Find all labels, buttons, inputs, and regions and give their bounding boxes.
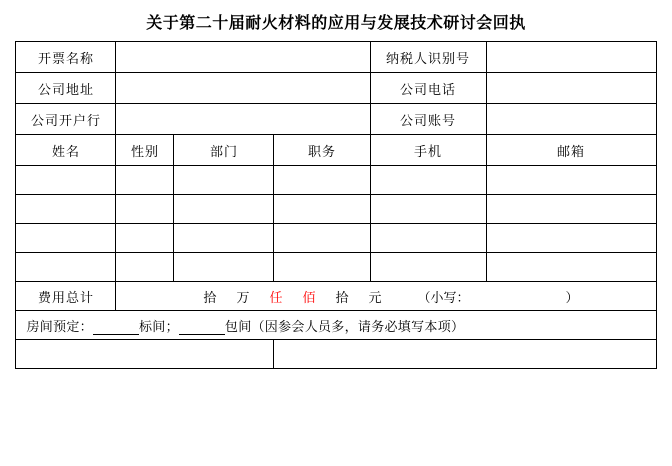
page-title: 关于第二十届耐火材料的应用与发展技术研讨会回执 [146, 15, 526, 32]
attendee-cell-mobile[interactable] [370, 166, 486, 195]
invoice-value-bank-name[interactable] [116, 104, 370, 135]
fee-small-amount-label: （小写： [417, 289, 470, 305]
fee-total-label: 费用总计 [16, 282, 116, 311]
attendee-cell-department[interactable] [174, 253, 274, 282]
fee-digit-3: 佰 [302, 289, 316, 305]
column-header-name: 姓名 [16, 135, 116, 166]
attendee-cell-gender[interactable] [116, 195, 174, 224]
room-booking-prefix: 房间预定： [26, 318, 93, 334]
fee-total-value[interactable] [116, 282, 656, 311]
room-standard-label: 标间； [139, 318, 179, 334]
attendee-cell-email[interactable] [486, 166, 656, 195]
attendee-cell-position[interactable] [274, 253, 370, 282]
invoice-label-billing-name: 开票名称 [16, 42, 116, 73]
bottom-cell-right [274, 340, 656, 369]
invoice-value-billing-name[interactable] [116, 42, 370, 73]
column-header-mobile: 手机 [370, 135, 486, 166]
attendee-cell-gender[interactable] [116, 253, 174, 282]
attendee-header-row [16, 135, 656, 166]
table-row-partial [16, 340, 656, 369]
table-row [16, 224, 656, 253]
attendee-cell-email[interactable] [486, 195, 656, 224]
attendee-cell-department[interactable] [174, 224, 274, 253]
invoice-value-company-address[interactable] [116, 73, 370, 104]
attendee-cell-department[interactable] [174, 195, 274, 224]
attendee-cell-position[interactable] [274, 166, 370, 195]
attendee-cell-name[interactable] [16, 195, 116, 224]
attendee-cell-position[interactable] [274, 224, 370, 253]
table-row [16, 73, 656, 104]
attendee-cell-mobile[interactable] [370, 224, 486, 253]
room-standard-input[interactable] [93, 322, 139, 335]
fee-small-amount-close: ） [565, 289, 579, 305]
invoice-label-bank-name: 公司开户行 [16, 104, 116, 135]
room-suite-input[interactable] [179, 322, 225, 335]
table-row [16, 253, 656, 282]
fee-digit-0: 拾 [203, 289, 217, 305]
room-booking-text[interactable] [16, 311, 656, 340]
invoice-label-bank-account: 公司账号 [370, 104, 486, 135]
attendee-cell-email[interactable] [486, 253, 656, 282]
receipt-table [15, 41, 656, 369]
column-header-department: 部门 [174, 135, 274, 166]
attendee-cell-mobile[interactable] [370, 253, 486, 282]
invoice-value-bank-account[interactable] [486, 104, 656, 135]
room-suite-label: 包间（因参会人员多，请务必填写本项） [224, 318, 465, 334]
invoice-label-company-address: 公司地址 [16, 73, 116, 104]
attendee-cell-gender[interactable] [116, 224, 174, 253]
column-header-email: 邮箱 [486, 135, 656, 166]
invoice-label-company-phone: 公司电话 [370, 73, 486, 104]
table-row [16, 42, 656, 73]
attendee-cell-gender[interactable] [116, 166, 174, 195]
bottom-cell-left [16, 340, 274, 369]
invoice-label-taxpayer-id: 纳税人识别号 [370, 42, 486, 73]
attendee-cell-name[interactable] [16, 166, 116, 195]
column-header-gender: 性别 [116, 135, 174, 166]
attendee-cell-name[interactable] [16, 224, 116, 253]
fee-digit-2: 任 [269, 289, 283, 305]
fee-digit-5: 元 [368, 289, 382, 305]
table-row [16, 166, 656, 195]
attendee-cell-name[interactable] [16, 253, 116, 282]
attendee-cell-email[interactable] [486, 224, 656, 253]
attendee-cell-position[interactable] [274, 195, 370, 224]
invoice-value-taxpayer-id[interactable] [486, 42, 656, 73]
fee-total-row [16, 282, 656, 311]
table-row [16, 195, 656, 224]
invoice-value-company-phone[interactable] [486, 73, 656, 104]
fee-digit-1: 万 [236, 289, 250, 305]
attendee-cell-mobile[interactable] [370, 195, 486, 224]
room-booking-row [16, 311, 656, 340]
attendee-cell-department[interactable] [174, 166, 274, 195]
fee-digit-4: 拾 [335, 289, 349, 305]
table-row [16, 104, 656, 135]
column-header-position: 职务 [274, 135, 370, 166]
